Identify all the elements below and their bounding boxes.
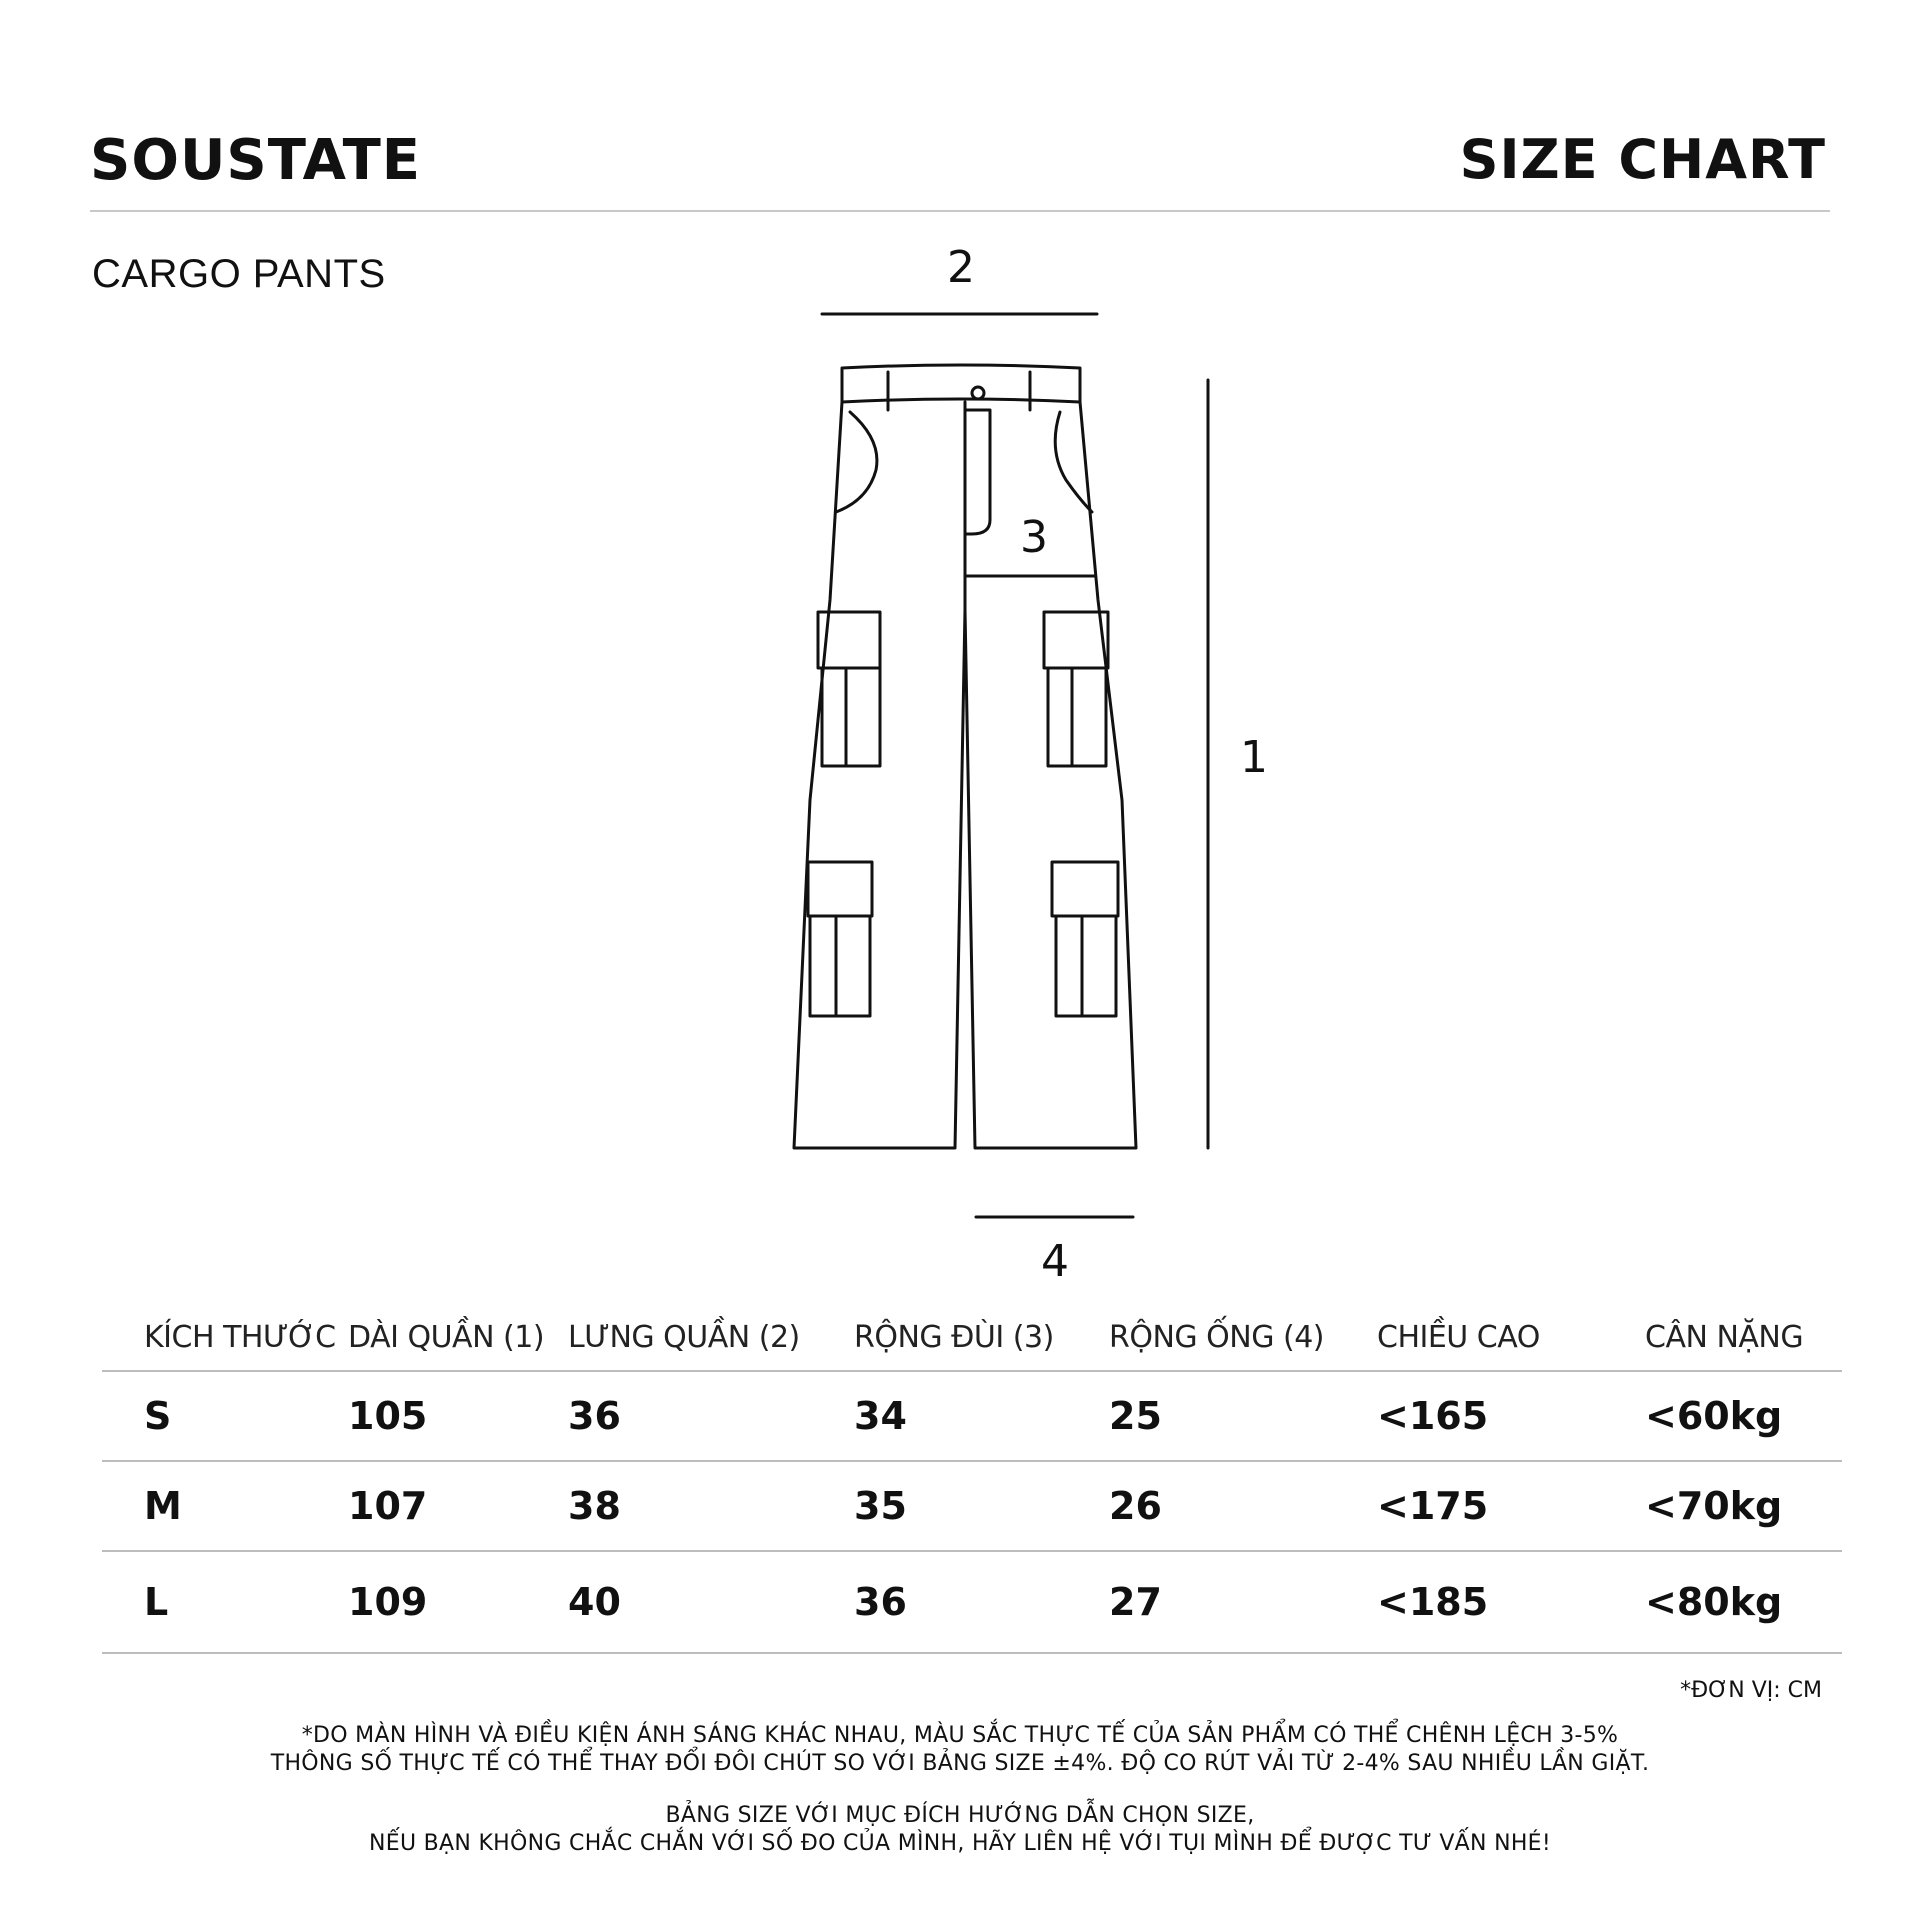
header-waist: LƯNG QUẦN (2) [568, 1319, 800, 1355]
table-cell: 38 [568, 1461, 854, 1551]
dimension-label-3: 3 [1020, 512, 1048, 563]
table-cell: S [102, 1371, 348, 1461]
table-cell: <80kg [1645, 1551, 1842, 1653]
cargo-pants-icon [794, 365, 1136, 1148]
disclaimer-line: BẢNG SIZE VỚI MỤC ĐÍCH HƯỚNG DẪN CHỌN SIZE, [665, 1803, 1255, 1828]
table-cell: <175 [1377, 1461, 1645, 1551]
unit-note: *ĐƠN VỊ: CM [1680, 1678, 1822, 1703]
table-cell: M [102, 1461, 348, 1551]
table-cell: 40 [568, 1551, 854, 1653]
header-weight: CÂN NẶNG [1645, 1319, 1804, 1355]
header-height: CHIỀU CAO [1377, 1319, 1540, 1355]
table-cell: <70kg [1645, 1461, 1842, 1551]
table-cell: 27 [1109, 1551, 1377, 1653]
table-cell: <165 [1377, 1371, 1645, 1461]
dimension-label-4: 4 [1041, 1236, 1069, 1287]
table-cell: <185 [1377, 1551, 1645, 1653]
table-cell: 36 [854, 1551, 1109, 1653]
table-cell: 35 [854, 1461, 1109, 1551]
size-table [102, 1318, 1842, 1654]
product-name: CARGO PANTS [92, 252, 386, 296]
dimension-label-2: 2 [947, 242, 975, 293]
page-title: SIZE CHART [1459, 128, 1826, 191]
table-cell: 107 [348, 1461, 568, 1551]
disclaimer-line: *DO MÀN HÌNH VÀ ĐIỀU KIỆN ÁNH SÁNG KHÁC NHAU, MÀU SẮC THỰC TẾ CỦA SẢN PHẨM CÓ THỂ CHÊNH LỆCH 3-5% [301, 1723, 1619, 1748]
table-cell: 25 [1109, 1371, 1377, 1461]
header-length: DÀI QUẦN (1) [348, 1319, 545, 1355]
disclaimer-line: NẾU BẠN KHÔNG CHẮC CHẮN VỚI SỐ ĐO CỦA MÌNH, HÃY LIÊN HỆ VỚI TỤI MÌNH ĐỂ ĐƯỢC TƯ VẤN NHÉ! [369, 1831, 1551, 1856]
table-row [102, 1371, 1842, 1461]
disclaimer-line: THÔNG SỐ THỰC TẾ CÓ THỂ THAY ĐỔI ĐÔI CHÚT SO VỚI BẢNG SIZE ±4%. ĐỘ CO RÚT VẢI TỪ 2-4% SAU NHIỀU LẦN GIẶT. [270, 1751, 1650, 1776]
dimension-label-1: 1 [1240, 732, 1268, 783]
table-cell: 105 [348, 1371, 568, 1461]
table-cell: 26 [1109, 1461, 1377, 1551]
table-cell: 109 [348, 1551, 568, 1653]
table-cell: 36 [568, 1371, 854, 1461]
table-cell: <60kg [1645, 1371, 1842, 1461]
table-cell: 34 [854, 1371, 1109, 1461]
table-header-row [102, 1318, 1842, 1371]
table-row [102, 1551, 1842, 1653]
table-row [102, 1461, 1842, 1551]
header-thigh: RỘNG ĐÙI (3) [854, 1319, 1054, 1355]
brand-logo: SOUSTATE [90, 128, 422, 193]
header-size: KÍCH THƯỚC [144, 1319, 336, 1355]
header-hem: RỘNG ỐNG (4) [1109, 1319, 1325, 1355]
table-cell: L [102, 1551, 348, 1653]
